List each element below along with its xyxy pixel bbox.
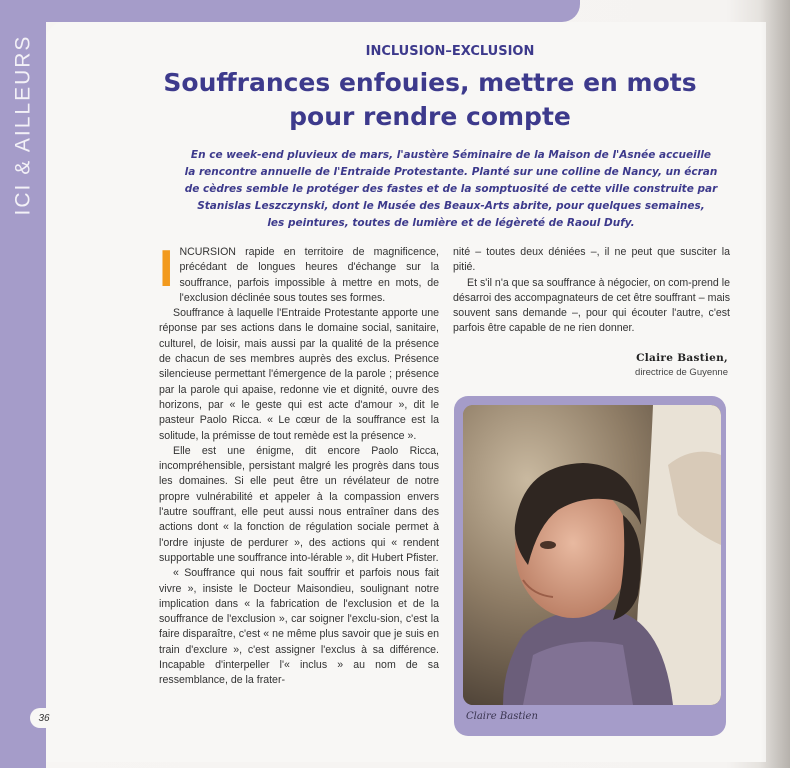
section-label-text: ICI & AILLEURS — [11, 34, 34, 216]
portrait-photo — [463, 405, 721, 705]
article-kicker: INCLUSION–EXCLUSION — [365, 44, 535, 59]
author-name: Claire Bastien, — [636, 352, 728, 364]
body-column-left — [159, 240, 439, 689]
intro-line: la rencontre annuelle de l'Entraide Protestante. Planté sur une colline de Nancy, un écran — [184, 166, 718, 178]
section-label — [8, 20, 38, 230]
drop-cap: I — [159, 240, 174, 298]
body-paragraph: « Souffrance qui nous fait souffrir et parfois nous fait vivre », insiste le Docteur Maisondieu, soulignant notre implication dans « la fabrication de l'exclusion et de la souffrance de l'exclusion », car soigner l'exclu-sion, c'est la faire disparaître, c'est « ne même plus savoir que je suis en train d'exclure », c'est assigner l'exclus à sa différence. Incapable d'interpeller l'« inclus » au nom de sa ressemblance, de la frater- — [159, 567, 439, 687]
article-intro — [166, 147, 736, 232]
article-headline — [120, 66, 740, 134]
intro-line: Stanislas Leszczynski, dont le Musée des Beaux-Arts abrite, pour quelques semaines, — [197, 200, 705, 212]
headline-line-1: Souffrances enfouies, mettre en mots — [163, 68, 697, 97]
body-paragraph — [159, 240, 439, 306]
body-paragraph-text: NCURSION rapide en territoire de magnificence, précédant de longues heures d'échange sur la souffrance, parfois impossible à mettre en mots, de l'exclusion déclinée sous toutes ses formes. — [179, 246, 439, 304]
author-role: directrice de Guyenne — [635, 367, 728, 378]
body-paragraph: Souffrance à laquelle l'Entraide Protestante apporte une réponse par ses actions dans le domaine social, sanitaire, culturel, de loisir, mais aussi par la qualité de la présence de chacun de ses membres auprès des exclus. Présence silencieuse permettant l'émergence de la parole ; présence par la parole qui apaise, redonne vie et dignité, ouvre des horizons, par « le geste qui est acte d'amour », dit le pasteur Paolo Ricca. « Le cœur de la souffrance est la solitude, la prémisse de tout remède est la présence ». — [159, 307, 439, 442]
body-paragraph: nité – toutes deux déniées –, il ne peut que susciter la pitié. — [453, 246, 730, 274]
body-column-right — [453, 245, 730, 337]
intro-line: les peintures, toutes de lumière et de légèreté de Raoul Dufy. — [267, 217, 635, 229]
author-signature — [540, 352, 728, 378]
body-paragraph: Et s'il n'a que sa souffrance à négocier, on com-prend le désarroi des accompagnateurs de cet être souffrant – mais souvent sans demande –, pour qui écouter l'autre, c'est parfois être capable de ne rien donner. — [453, 276, 730, 335]
photo-caption: Claire Bastien — [466, 711, 538, 722]
body-paragraph: Elle est une énigme, dit encore Paolo Ricca, incompréhensible, persistant malgré les progrès dans tous les domaines. Si elle peut être un révélateur de notre propre vulnérabilité et appeler à la compassion envers l'autre souffrant, elle peut aussi nous entraîner dans des actions dont « la fonction de régulation sociale permet à l'ordre injuste de perdurer », des actions qui « rendent supportable une souffrance into-lérable », dit Hubert Pfister. — [159, 444, 439, 564]
frame-top-band — [0, 0, 580, 22]
headline-line-2: pour rendre compte — [289, 102, 571, 131]
portrait-illustration — [463, 405, 721, 705]
binding-shadow — [760, 0, 790, 768]
intro-line: En ce week-end pluvieux de mars, l'austère Séminaire de la Maison de l'Asnée accueille — [190, 149, 712, 161]
page-number: 36 — [30, 708, 58, 728]
intro-line: de cèdres semble le protéger des fastes et de la somptuosité de cette ville construite par — [184, 183, 718, 195]
